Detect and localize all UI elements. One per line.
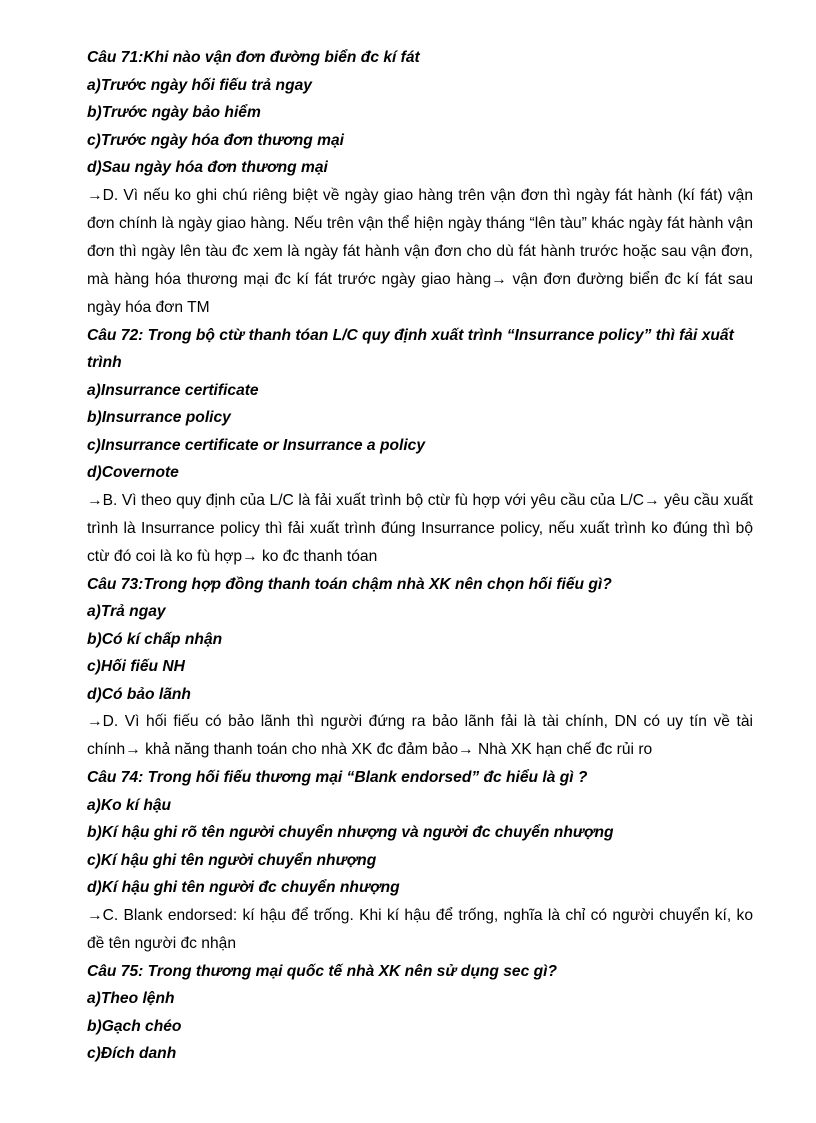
question-71 — [87, 44, 753, 322]
option-a: a)Trả ngay — [87, 603, 166, 620]
question-title: Câu 75: Trong thương mại quốc tế nhà XK nên sử dụng sec gì? — [87, 962, 557, 980]
option-c: c)Hối fiếu NH — [87, 658, 185, 675]
answer-explanation: →C. Blank endorsed: kí hậu để trống. Khi kí hậu để trống, nghĩa là chỉ có người chuyển kí, ko đề tên người đc nhận — [87, 906, 753, 952]
option-b: b)Kí hậu ghi rõ tên người chuyển nhượng và người đc chuyển nhượng — [87, 824, 614, 841]
option-c: c)Trước ngày hóa đơn thương mại — [87, 131, 344, 149]
answer-explanation: →B. Vì theo quy định của L/C là fải xuất trình bộ ctừ fù hợp với yêu cầu của L/C→ yêu cầu xuất trình là Insurrance policy thì fải xuất trình đúng Insurrance policy, nếu xuất trình ko đúng thì bộ ctừ đó coi là ko fù hợp→ ko đc thanh tóan — [87, 491, 753, 565]
answer-explanation: →D. Vì nếu ko ghi chú riêng biệt về ngày giao hàng trên vận đơn thì ngày fát hành (kí fát) vận đơn chính là ngày giao hàng. Nếu trên vận thể hiện ngày tháng “lên tàu” khác ngày fát hành vận đơn thì ngày lên tàu đc xem là ngày fát hành vận đơn cho dù fát hành trước hoặc sau vận đơn, mà hàng hóa thương mại đc kí fát trước ngày giao hàng→ vận đơn đường biển đc kí fát sau ngày hóa đơn TM — [87, 186, 753, 316]
option-a: a)Trước ngày hối fiếu trả ngay — [87, 76, 312, 94]
option-c: c)Kí hậu ghi tên người chuyển nhượng — [87, 851, 377, 869]
option-a: a)Insurrance certificate — [87, 381, 259, 399]
option-c: c)Đích danh — [87, 1045, 177, 1062]
option-b: b)Gạch chéo — [87, 1017, 182, 1035]
option-a: a)Theo lệnh — [87, 990, 175, 1007]
question-title: Câu 74: Trong hối fiếu thương mại “Blank endorsed” đc hiểu là gì ? — [87, 769, 588, 786]
question-title: Câu 71:Khi nào vận đơn đường biển đc kí fát — [87, 49, 420, 66]
answer-explanation: →D. Vì hối fiếu có bảo lãnh thì người đứng ra bảo lãnh fải là tài chính, DN có uy tín về tài chính→ khả năng thanh toán cho nhà XK đc đảm bảo→ Nhà XK hạn chế đc rủi ro — [87, 713, 753, 758]
option-d: d)Sau ngày hóa đơn thương mại — [87, 159, 328, 176]
question-72 — [87, 322, 753, 571]
question-73 — [87, 571, 753, 765]
question-title: Câu 73:Trong hợp đồng thanh toán chậm nhà XK nên chọn hối fiếu gì? — [87, 575, 612, 593]
option-d: d)Có bảo lãnh — [87, 685, 191, 703]
question-75 — [87, 958, 753, 1068]
option-b: b)Có kí chấp nhận — [87, 630, 223, 648]
option-b: b)Insurrance policy — [87, 409, 231, 426]
document-page — [87, 44, 753, 1068]
option-c: c)Insurrance certificate or Insurrance a policy — [87, 436, 425, 454]
option-a: a)Ko kí hậu — [87, 796, 172, 814]
option-d: d)Covernote — [87, 464, 179, 481]
option-b: b)Trước ngày bảo hiểm — [87, 104, 261, 121]
question-74 — [87, 764, 753, 958]
option-d: d)Kí hậu ghi tên người đc chuyển nhượng — [87, 879, 400, 896]
question-title: Câu 72: Trong bộ ctừ thanh tóan L/C quy định xuất trình “Insurrance policy” thì fải xuất trình — [87, 326, 734, 371]
